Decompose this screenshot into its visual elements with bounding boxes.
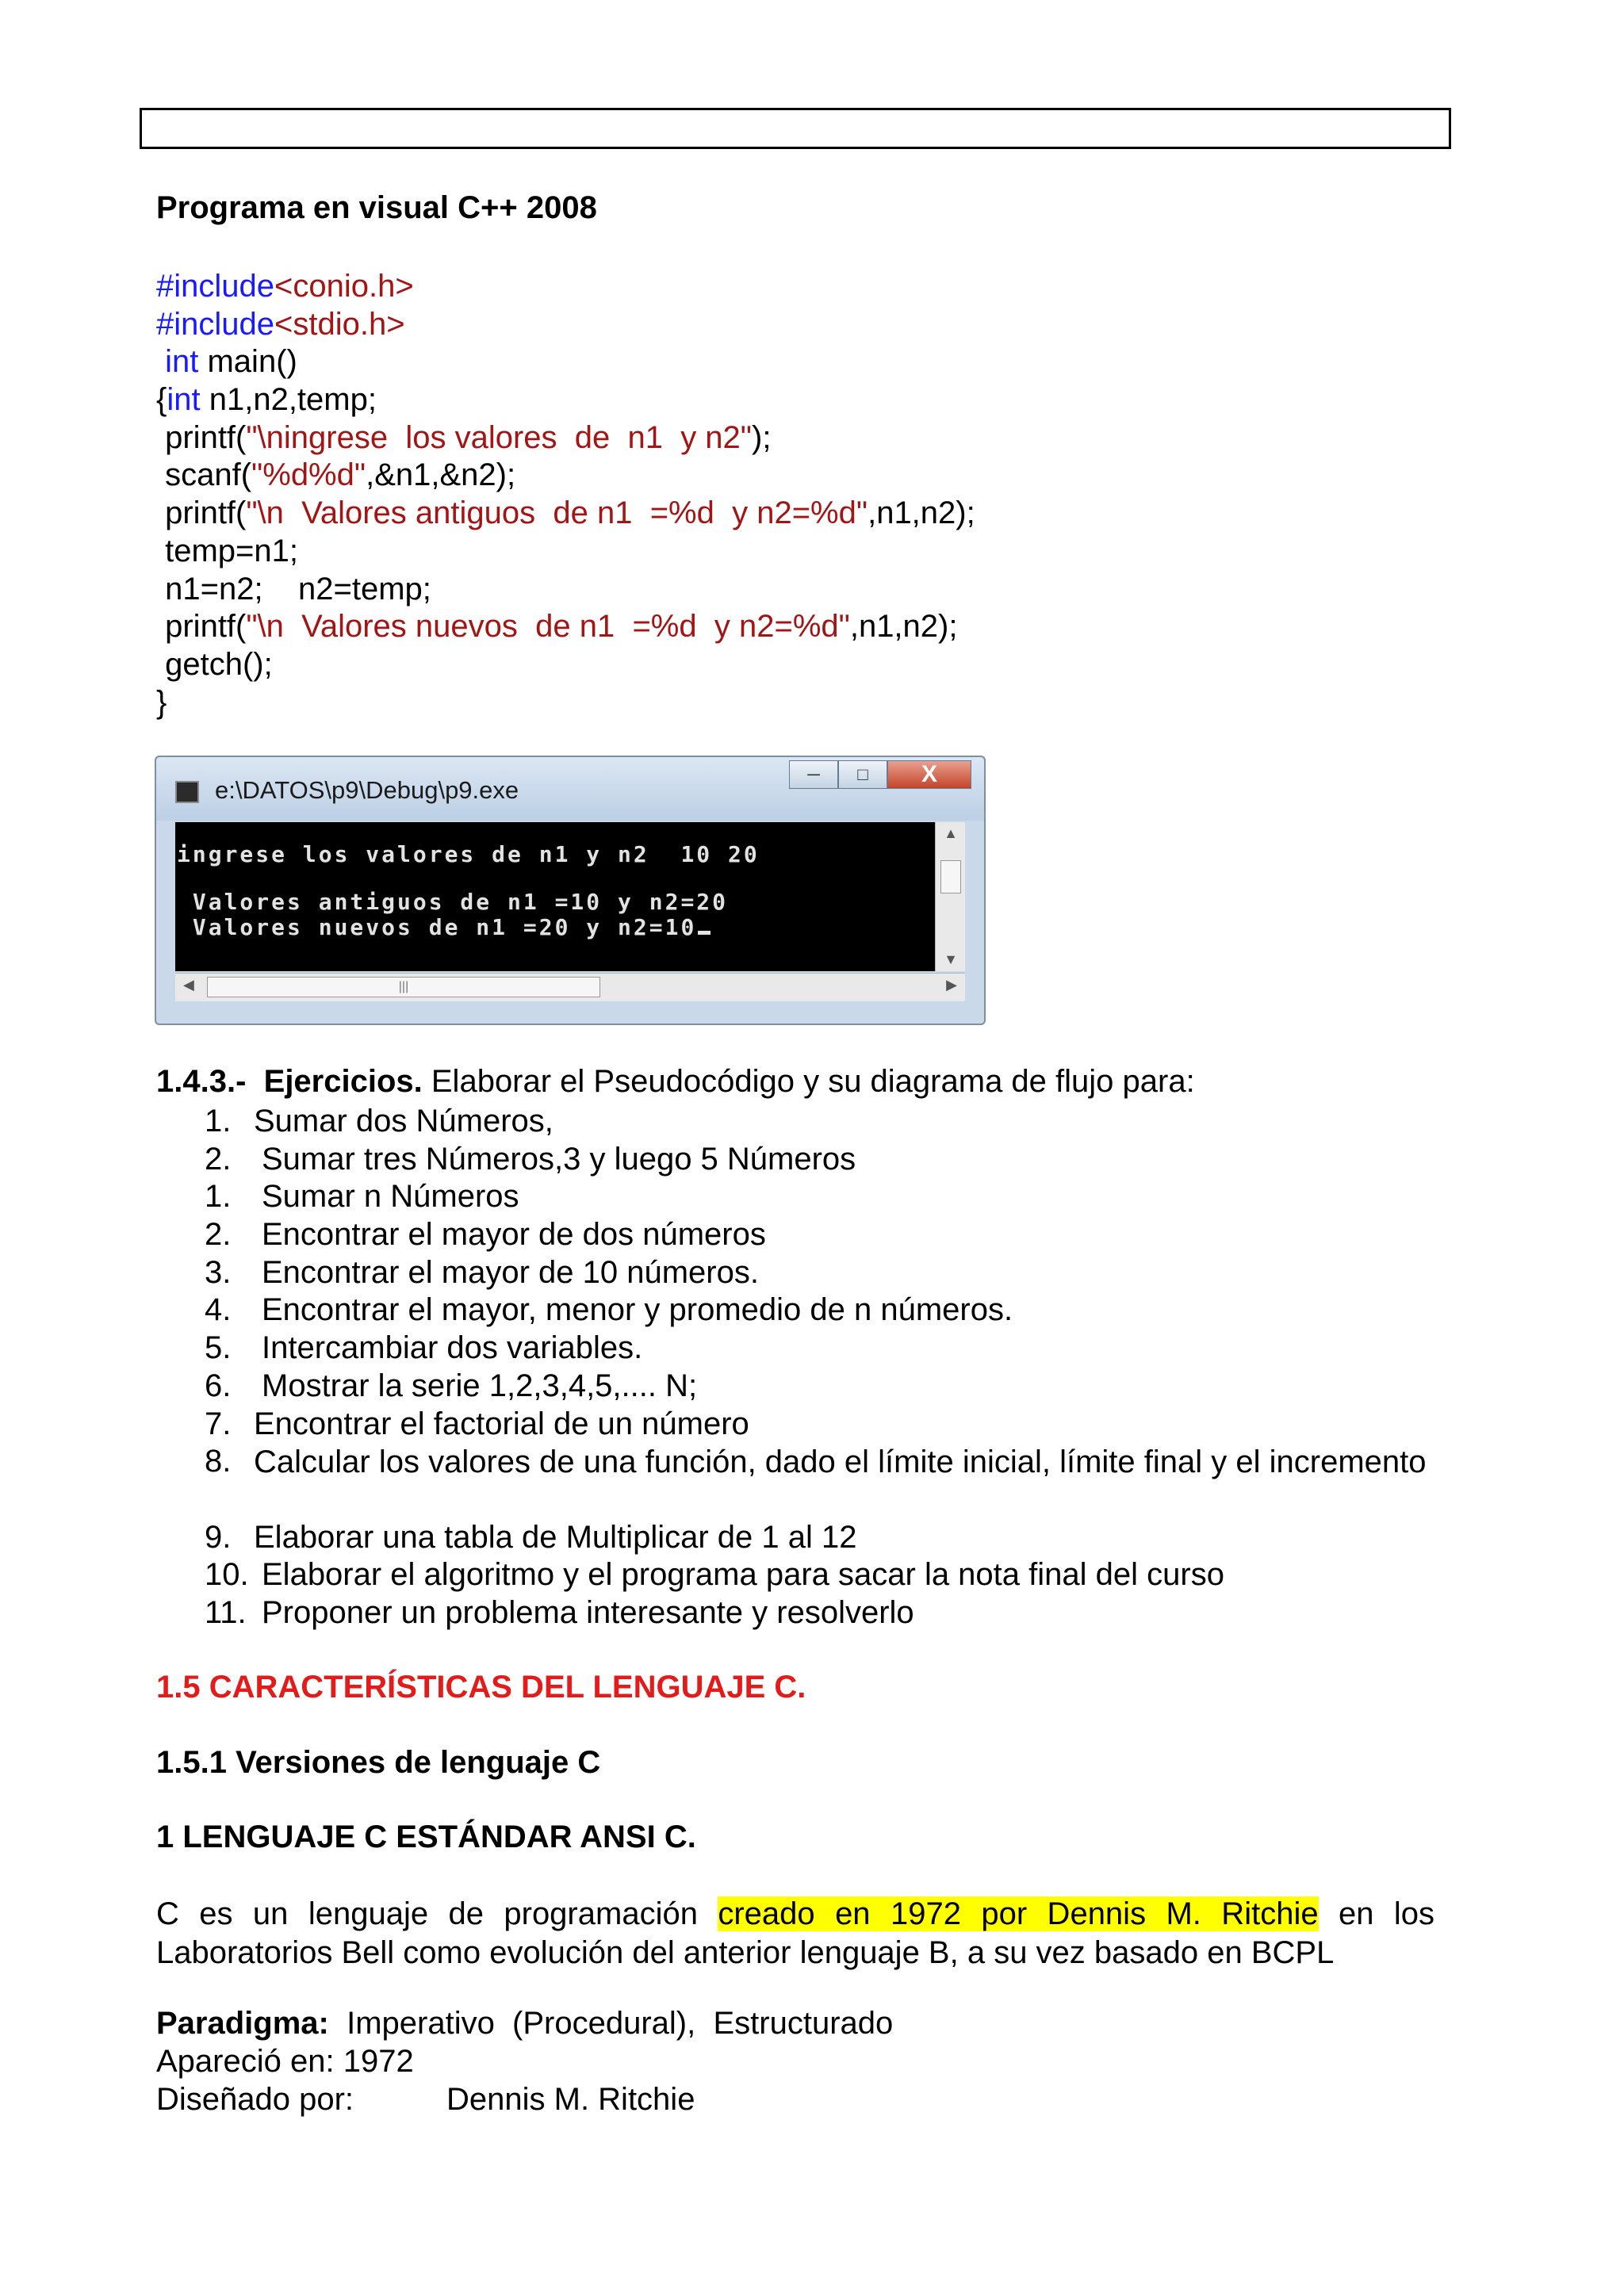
code-include-file: <conio.h>	[274, 269, 414, 304]
list-item-number: 1.	[205, 1179, 232, 1215]
code-text: printf(	[156, 419, 247, 455]
list-item-text: Mostrar la serie 1,2,3,4,5,.... N;	[262, 1368, 698, 1403]
list-item	[205, 1595, 1438, 1633]
list-item	[205, 1142, 1438, 1180]
code-text: ,n1,n2);	[868, 496, 975, 531]
code-line	[156, 419, 975, 457]
close-icon: X	[921, 761, 937, 787]
appeared-line: Apareció en: 1972	[156, 2044, 414, 2079]
code-text: {	[156, 382, 167, 418]
code-line: n1=n2; n2=temp;	[156, 571, 431, 607]
paradigm-line	[156, 2006, 893, 2042]
code-include-keyword: #include	[156, 306, 275, 342]
paradigm-value: Imperativo (Procedural), Estructurado	[328, 2006, 894, 2041]
list-item	[205, 1292, 1438, 1330]
console-output[interactable]	[175, 822, 935, 971]
designer-line	[156, 2082, 695, 2118]
list-item	[205, 1557, 1438, 1595]
maximize-button[interactable]	[838, 760, 887, 789]
code-line: getch();	[156, 646, 273, 682]
window-title-bar[interactable]	[156, 757, 984, 821]
paragraph-text: en los	[1318, 1896, 1435, 1931]
exercises-description: Elaborar el Pseudocódigo y su diagrama de flujo para:	[422, 1064, 1195, 1099]
list-item-text: Encontrar el mayor de dos números	[262, 1217, 766, 1253]
horizontal-scrollbar[interactable]	[175, 973, 965, 1001]
code-text: main()	[198, 344, 297, 380]
code-line	[156, 306, 975, 344]
grip-icon: |||	[398, 980, 409, 993]
console-app-icon[interactable]	[175, 781, 199, 803]
code-line	[156, 608, 975, 646]
list-item	[205, 1406, 1438, 1445]
list-item-number: 8.	[205, 1444, 232, 1479]
code-line: temp=n1;	[156, 533, 299, 568]
code-block	[156, 268, 975, 721]
code-line	[156, 495, 975, 533]
code-string: "\ningrese los valores de n1 y n2"	[246, 419, 752, 455]
horizontal-scroll-thumb[interactable]	[207, 977, 600, 997]
list-item-text: Proponer un problema interesante y resolverlo	[262, 1594, 914, 1630]
console-line: ingrese los valores de n1 y n2 10 20	[177, 841, 760, 867]
list-item-number: 9.	[205, 1519, 232, 1555]
code-text: );	[752, 419, 772, 455]
scroll-left-icon[interactable]: ◀	[183, 977, 194, 993]
code-include-file: <stdio.h>	[274, 306, 405, 342]
list-item-text: Encontrar el mayor, menor y promedio de n números.	[262, 1292, 1013, 1328]
list-item-text: Sumar dos Números,	[254, 1104, 553, 1138]
list-item-text: Encontrar el factorial de un número	[254, 1406, 749, 1441]
designer-label: Diseñado por:	[156, 2082, 354, 2117]
exercises-label: Ejercicios.	[263, 1064, 423, 1099]
list-item-text: Sumar tres Números,3 y luego 5 Números	[262, 1141, 856, 1177]
console-window	[155, 756, 986, 1025]
code-text: scanf(	[156, 457, 252, 493]
paradigm-label: Paradigma:	[156, 2006, 329, 2041]
list-item	[205, 1255, 1438, 1293]
designer-value: Dennis M. Ritchie	[446, 2082, 695, 2117]
list-item-number: 7.	[205, 1406, 232, 1441]
code-string: "%d%d"	[251, 457, 366, 493]
window-title: e:\DATOS\p9\Debug\p9.exe	[215, 776, 519, 804]
list-item-number: 3.	[205, 1254, 232, 1290]
paragraph-line: Laboratorios Bell como evolución del anterior lenguaje B, a su vez basado en BCPL	[156, 1935, 1335, 1970]
list-item	[205, 1368, 1438, 1406]
list-item-text: Elaborar una tabla de Multiplicar de 1 al 12	[254, 1519, 857, 1555]
list-item	[205, 1520, 1438, 1558]
list-item-text: Calcular los valores de una función, dado el límite inicial, límite final y el incremento	[254, 1445, 1427, 1480]
list-item-text: Intercambiar dos variables.	[262, 1330, 643, 1366]
scroll-up-icon[interactable]: ▲	[944, 825, 958, 841]
list-item-number: 4.	[205, 1292, 232, 1328]
body-paragraph	[156, 1895, 1434, 1973]
console-line	[177, 914, 710, 940]
paragraph-text: C es un lenguaje de programación	[156, 1896, 718, 1931]
code-line	[156, 381, 975, 419]
list-item-number: 2.	[205, 1217, 232, 1253]
minimize-button[interactable]	[789, 760, 838, 789]
list-item	[205, 1330, 1438, 1368]
scroll-right-icon[interactable]: ▶	[946, 977, 957, 993]
code-text: ,n1,n2);	[849, 609, 958, 645]
window-controls	[789, 760, 971, 789]
code-text: n1,n2,temp;	[200, 382, 377, 418]
list-item-number: 1.	[205, 1104, 232, 1138]
text-cursor	[698, 931, 710, 935]
code-string: "\n Valores nuevos de n1 =%d y n2=%d"	[246, 609, 850, 645]
list-item	[205, 1179, 1438, 1217]
exercise-list	[205, 1104, 1438, 1633]
list-item	[205, 1217, 1438, 1255]
list-item-number: 2.	[205, 1141, 232, 1177]
paragraph-line	[156, 1895, 1434, 1934]
code-string: "\n Valores antiguos de n1 =%d y n2=%d"	[246, 496, 868, 531]
code-line: }	[156, 684, 167, 720]
list-item	[205, 1104, 1438, 1142]
list-item-text: Encontrar el mayor de 10 números.	[262, 1254, 759, 1290]
header-box	[140, 108, 1451, 149]
code-keyword: int	[167, 382, 201, 418]
vertical-scrollbar[interactable]	[935, 822, 965, 971]
console-line-text: Valores nuevos de n1 =20 y n2=10	[177, 914, 697, 940]
section-heading: 1.5 CARACTERÍSTICAS DEL LENGUAJE C.	[156, 1670, 806, 1705]
scroll-down-icon[interactable]: ▼	[944, 951, 958, 967]
close-button[interactable]	[887, 760, 971, 789]
list-item-text: Elaborar el algoritmo y el programa para sacar la nota final del curso	[262, 1557, 1224, 1593]
subsubsection-heading: 1 LENGUAJE C ESTÁNDAR ANSI C.	[156, 1820, 696, 1854]
code-line	[156, 343, 975, 381]
code-keyword: int	[165, 344, 199, 380]
highlighted-text: creado en 1972 por Dennis M. Ritchie	[718, 1896, 1319, 1931]
list-item	[205, 1444, 1438, 1519]
list-item-number: 10.	[205, 1557, 249, 1593]
list-item-number: 6.	[205, 1368, 232, 1403]
code-text: ,&n1,&n2);	[366, 457, 516, 493]
list-item-number: 5.	[205, 1330, 232, 1366]
page-title: Programa en visual C++ 2008	[156, 190, 597, 225]
exercises-heading	[156, 1064, 1195, 1100]
exercises-number: 1.4.3.-	[156, 1064, 247, 1099]
maximize-icon: □	[857, 764, 868, 784]
minimize-icon: ─	[807, 764, 820, 784]
list-item-text: Sumar n Números	[262, 1179, 519, 1215]
subsection-heading: 1.5.1 Versiones de lenguaje C	[156, 1745, 601, 1780]
vertical-scroll-thumb[interactable]	[940, 860, 961, 894]
code-line	[156, 457, 975, 495]
code-line	[156, 268, 975, 306]
code-text: printf(	[156, 496, 247, 531]
list-item-number: 11.	[205, 1594, 247, 1630]
code-include-keyword: #include	[156, 269, 275, 304]
code-text: printf(	[156, 609, 247, 645]
console-line: Valores antiguos de n1 =10 y n2=20	[177, 889, 729, 915]
